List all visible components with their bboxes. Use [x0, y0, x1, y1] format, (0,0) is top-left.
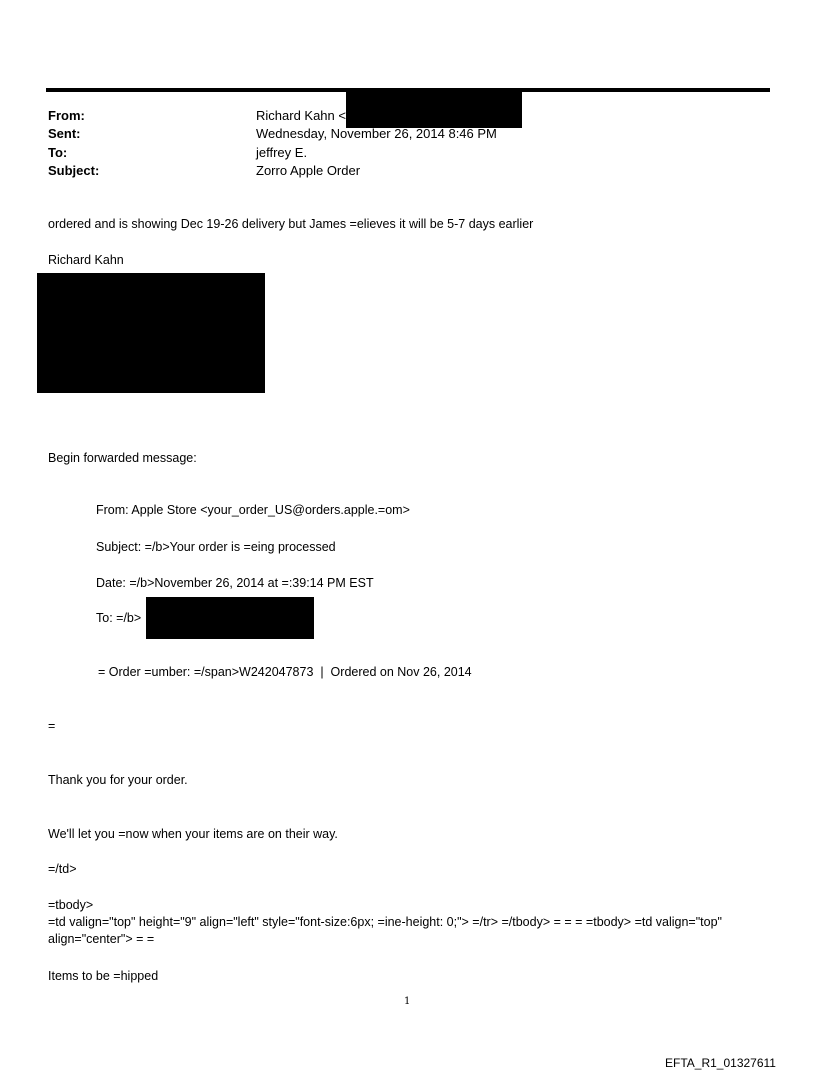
forwarded-subject: Subject: =/b>Your order is =eing processed	[96, 540, 336, 554]
tbody-line: =tbody>	[48, 898, 94, 912]
notify-line: We'll let you =now when your items are on their way.	[48, 827, 338, 841]
document-id: EFTA_R1_01327611	[665, 1056, 776, 1070]
from-label: From:	[48, 108, 85, 123]
to-value: jeffrey E.	[256, 145, 308, 160]
to-label: To:	[48, 145, 68, 160]
redaction-box	[146, 597, 314, 639]
td-close-line: =/td>	[48, 862, 77, 876]
signature-name: Richard Kahn	[48, 253, 124, 267]
from-value: Richard Kahn <	[256, 108, 346, 123]
order-number-line: = Order =umber: =/span>W242047873 | Ordered on Nov 26, 2014	[98, 665, 472, 679]
body-line: ordered and is showing Dec 19-26 delivery but James =elieves it will be 5-7 days earlier	[48, 217, 534, 231]
forwarded-date: Date: =/b>November 26, 2014 at =:39:14 PM EST	[96, 576, 374, 590]
html-code-line: =td valign="top" height="9" align="left" style="font-size:6px; =ine-height: 0;"> =/tr> =/tbody> = = = =tbody> =td valign="top" align="center"> = =	[48, 915, 722, 946]
thank-you-line: Thank you for your order.	[48, 773, 188, 787]
items-heading: Items to be =hipped	[48, 969, 159, 983]
equals-line: =	[48, 719, 56, 733]
redaction-box	[346, 88, 522, 128]
sent-label: Sent:	[48, 126, 81, 141]
subject-label: Subject:	[48, 163, 100, 178]
redaction-box	[37, 273, 265, 393]
subject-value: Zorro Apple Order	[256, 163, 361, 178]
sent-value: Wednesday, November 26, 2014 8:46 PM	[256, 126, 497, 141]
forwarded-to: To: =/b>	[96, 611, 142, 625]
page-number: 1	[404, 996, 411, 1007]
forward-intro: Begin forwarded message:	[48, 451, 197, 465]
forwarded-from: From: Apple Store <your_order_US@orders.apple.=om>	[96, 503, 410, 517]
